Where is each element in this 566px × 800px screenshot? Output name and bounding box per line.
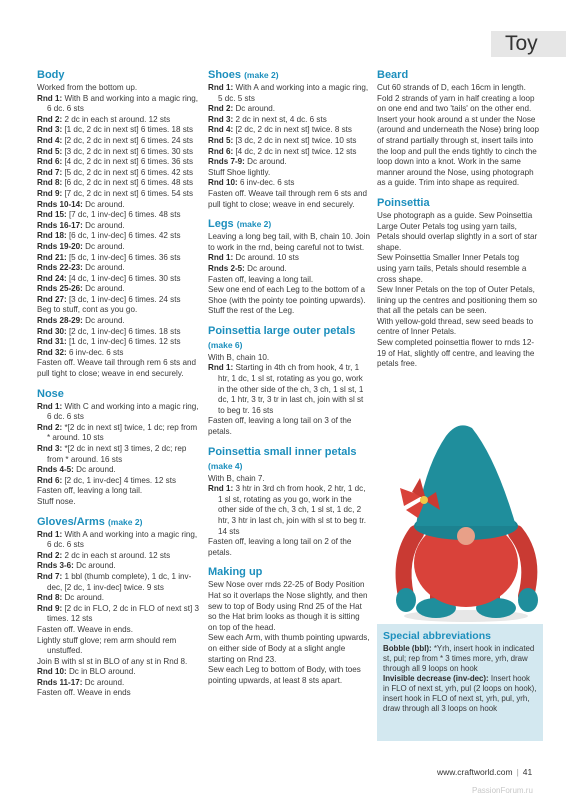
inner-petals-subtitle: (make 4)	[208, 460, 243, 471]
round-label: Rnds 7-9:	[208, 157, 245, 167]
watermark: PassionForum.ru	[472, 786, 533, 795]
instruction-line	[208, 474, 370, 485]
instruction-line	[37, 263, 202, 274]
instruction-line	[208, 484, 370, 537]
instruction-line	[37, 604, 202, 625]
round-label: Rnd 21:	[37, 252, 67, 262]
special-abbreviations-box	[377, 624, 543, 741]
instruction-text: [6 dc, 1 inv-dec] 6 times. 42 sts	[68, 231, 181, 241]
instruction-line	[37, 688, 202, 699]
round-label: Rnd 1:	[208, 363, 234, 373]
inner-petals-title: Poinsettia small inner petals	[208, 445, 357, 458]
round-label: Rnds 10-14:	[37, 199, 83, 209]
round-label: Rnd 24:	[37, 273, 67, 283]
instruction-line	[37, 210, 202, 221]
round-label: Rnd 3:	[37, 444, 63, 453]
body-instructions	[37, 83, 202, 380]
instruction-text: Dc around.	[85, 220, 125, 230]
round-label: Rnd 1:	[208, 83, 234, 92]
instruction-text: Lightly stuff glove; rem arm should rem unstuffed.	[37, 635, 177, 656]
instruction-text: Dc around.	[85, 263, 125, 273]
instruction-line	[37, 678, 202, 689]
instruction-text: Fasten off. Weave tail through rem 6 sts and pull tight to close; weave in end securely.	[208, 188, 367, 209]
left-glove	[396, 588, 416, 612]
round-label: Rnd 10:	[37, 667, 67, 677]
round-label: Rnds 3-6:	[37, 561, 74, 571]
round-label: Rnd 32:	[37, 347, 67, 357]
instruction-text: [5 dc, 1 inv-dec] 6 times. 36 sts	[68, 252, 181, 262]
instruction-line	[208, 353, 370, 364]
instruction-text: Fasten off. Weave in ends	[37, 688, 131, 698]
instruction-line	[37, 284, 202, 295]
legs-title: Legs	[208, 218, 234, 231]
outer-petals-instructions	[208, 353, 370, 438]
round-label: Rnd 1:	[37, 93, 63, 103]
abbrev-inv-dec	[383, 674, 537, 714]
footer-url[interactable]: www.craftworld.com	[437, 767, 513, 777]
nose	[457, 527, 475, 545]
instruction-line	[37, 83, 202, 94]
shoes-instructions	[208, 83, 370, 210]
instruction-line	[37, 444, 202, 465]
outer-petals-heading	[208, 324, 370, 352]
instruction-paragraph: Use photograph as a guide. Sew Poinsettia Large Outer Petals tog using yarn tails, Petals should overlap slightly in a sort of star shape.	[377, 210, 538, 252]
instruction-text: [4 dc, 1 inv-dec] 6 times. 30 sts	[68, 273, 181, 283]
instruction-text: [3 dc, 1 inv-dec] 6 times. 24 sts	[68, 294, 181, 304]
instruction-text: Sew one end of each Leg to the bottom of a Shoe (with the pointy toe pointing upwards). Stuff the rest of the Leg.	[208, 285, 366, 316]
instruction-text: With A and working into a magic ring, 6 dc. 6 sts	[47, 529, 198, 550]
round-label: Rnds 25-26:	[37, 284, 83, 294]
instruction-text: Join B with sl st in BLO of any st in Rnd 8.	[37, 656, 188, 666]
round-label: Rnd 6:	[37, 475, 63, 485]
instruction-text: Worked from the bottom up.	[37, 83, 138, 92]
instruction-text: Dc around.	[64, 593, 105, 603]
instruction-line	[208, 189, 370, 210]
instruction-line	[37, 189, 202, 200]
shoes-subtitle: (make 2)	[244, 70, 279, 80]
instruction-line	[208, 275, 370, 286]
gloves-subtitle: (make 2)	[107, 516, 143, 527]
instruction-text: Dc around.	[84, 677, 125, 687]
instruction-text: [3 dc, 2 dc in next st] twice. 10 sts	[235, 135, 357, 145]
gloves-instructions	[37, 530, 202, 700]
abbrev-inv-dec-definition: Insert hook in FLO of next st, yrh, pul (2 loops on hook), insert hook in FLO of next st, yrh, pul, yrh, draw through all 3 loops on hook	[383, 674, 537, 713]
instruction-line	[208, 232, 370, 253]
round-label: Rnds 22-23:	[37, 263, 83, 273]
round-label: Rnd 4:	[37, 135, 63, 145]
instruction-line	[208, 115, 370, 126]
round-label: Rnd 3:	[208, 114, 234, 124]
instruction-line	[208, 363, 370, 416]
instruction-text: Dc around.	[247, 157, 287, 167]
instruction-text: [2 dc, 1 inv-dec] 4 times. 12 sts	[64, 475, 176, 485]
instruction-line	[37, 551, 202, 562]
hat	[416, 425, 516, 526]
page-footer	[437, 767, 532, 777]
instruction-line	[37, 157, 202, 168]
instruction-text: Dc around.	[85, 284, 125, 294]
instruction-line	[37, 625, 202, 636]
instruction-line	[208, 537, 370, 558]
instruction-line	[37, 125, 202, 136]
instruction-line	[37, 636, 202, 657]
instruction-line	[208, 264, 370, 275]
instruction-text: [2 dc, 2 dc in next st] twice. 8 sts	[235, 125, 352, 135]
instruction-text: Sew Nose over rnds 22-25 of Body Position Hat so it overlaps the Nose slightly, and then sew to top of Body using Rnd 25 of the Hat so the Hat brim looks as though it is sitting on top of the head.	[208, 580, 368, 632]
section-tab	[491, 31, 566, 57]
instruction-text: [1 dc, 1 inv-dec] 6 times. 12 sts	[68, 337, 181, 347]
column-3	[377, 68, 540, 370]
round-label: Rnd 9:	[37, 603, 63, 613]
instruction-line	[208, 104, 370, 115]
round-label: Rnd 7:	[37, 167, 63, 177]
column-2	[208, 68, 370, 686]
round-label: Rnd 1:	[37, 401, 63, 411]
abbrev-bobble-definition: *Yrh, insert hook in indicated st, pul; rep from * 3 times more, yrh, draw through all 9 loops on hook	[383, 644, 535, 673]
instruction-line	[208, 168, 370, 179]
abbrev-inv-dec-term: Invisible decrease (inv-dec):	[383, 674, 489, 683]
instruction-line	[208, 633, 370, 665]
round-label: Rnds 2-5:	[208, 263, 245, 273]
instruction-text: Fasten off, leaving a long tail.	[208, 274, 314, 284]
instruction-line	[37, 402, 202, 423]
round-label: Rnd 8:	[37, 593, 63, 603]
instruction-line	[37, 242, 202, 253]
round-label: Rnds 28-29:	[37, 316, 83, 326]
abbrev-bobble-term: Bobble (bbl):	[383, 644, 432, 653]
instruction-line	[37, 572, 202, 593]
making-up-instructions	[208, 580, 370, 686]
instruction-text: Stuff Shoe lightly.	[208, 167, 271, 177]
instruction-line	[37, 423, 202, 444]
instruction-line	[37, 178, 202, 189]
round-label: Rnd 31:	[37, 337, 67, 347]
abbreviations-heading: Special abbreviations	[383, 630, 491, 642]
nose-instructions	[37, 402, 202, 508]
instruction-text: *[2 dc in next st] twice, 1 dc; rep from * around. 10 sts	[47, 422, 198, 443]
instruction-paragraph: Sew Poinsettia Smaller Inner Petals tog using yarn tails, Petals should resemble a cross shape.	[377, 253, 527, 284]
instruction-text: With C and working into a magic ring, 6 dc. 6 sts	[47, 401, 199, 422]
column-1	[37, 68, 202, 699]
shoes-heading	[208, 68, 370, 82]
section-tab-label: Toy	[505, 32, 538, 55]
instruction-line	[37, 316, 202, 327]
right-arm	[516, 533, 529, 596]
instruction-text: 6 inv-dec. 6 sts	[239, 178, 295, 188]
poinsettia-instructions	[377, 211, 540, 370]
instruction-text: [4 dc, 2 dc in next st] 6 times. 36 sts	[64, 157, 194, 167]
round-label: Rnd 5:	[37, 146, 63, 156]
round-label: Rnd 18:	[37, 231, 67, 241]
round-label: Rnd 8:	[37, 178, 63, 188]
outer-petals-subtitle: (make 6)	[208, 339, 243, 350]
instruction-line	[37, 136, 202, 147]
round-label: Rnd 4:	[208, 125, 234, 135]
instruction-line	[208, 665, 370, 686]
instruction-line	[37, 305, 202, 316]
instruction-text: Dc in BLO around.	[68, 667, 136, 677]
instruction-line	[37, 168, 202, 179]
instruction-text: [5 dc, 2 dc in next st] 6 times. 42 sts	[64, 167, 194, 177]
footer-separator: |	[516, 767, 519, 777]
round-label: Rnd 2:	[37, 114, 63, 124]
round-label: Rnds 11-17:	[37, 677, 83, 687]
instruction-text: [6 dc, 2 dc in next st] 6 times. 48 sts	[64, 178, 194, 188]
instruction-line	[37, 253, 202, 264]
instruction-text: Dc around.	[235, 104, 276, 114]
instruction-text: 3 htr in 3rd ch from hook, 2 htr, 1 dc, 1 sl st, rotating as you go, work in the other side of the ch, 3 ch, 1 sl st, 1 dc, 2 htr, 3 htr in last ch, join with sl st to beg tr. 14 sts	[218, 484, 367, 536]
instruction-text: [2 dc, 1 inv-dec] 6 times. 18 sts	[68, 326, 181, 336]
instruction-text: [7 dc, 1 inv-dec] 6 times. 48 sts	[68, 210, 181, 220]
instruction-line	[37, 348, 202, 359]
round-label: Rnd 30:	[37, 326, 67, 336]
round-label: Rnd 7:	[37, 571, 63, 581]
instruction-text: With B, chain 7.	[208, 473, 265, 483]
instruction-text: Fasten off, leaving a long tail on 2 of the petals.	[208, 537, 352, 557]
instruction-text: *[2 dc in next st] 3 times, 2 dc; rep from * around. 16 sts	[47, 444, 187, 464]
instruction-text: Fasten off. Weave in ends.	[37, 624, 133, 634]
instruction-text: With A and working into a magic ring, 5 dc. 5 sts	[218, 83, 369, 103]
instruction-text: [3 dc, 2 dc in next st] 6 times. 30 sts	[64, 146, 194, 156]
round-label: Rnd 15:	[37, 210, 67, 220]
instruction-text: Dc around. 10 sts	[235, 253, 299, 263]
instruction-text: Dc around.	[76, 561, 116, 571]
instruction-line	[37, 667, 202, 678]
round-label: Rnd 5:	[208, 135, 234, 145]
outer-petals-title: Poinsettia large outer petals	[208, 324, 356, 337]
instruction-line	[208, 253, 370, 264]
instruction-text: Dc around.	[85, 199, 125, 209]
instruction-text: 6 inv-dec. 6 sts	[68, 347, 124, 357]
instruction-text: 2 dc in next st, 4 dc. 6 sts	[235, 114, 327, 124]
instruction-text: Fasten off, leaving a long tail on 3 of the petals.	[208, 416, 352, 437]
instruction-line	[208, 157, 370, 168]
instruction-text: Leaving a long beg tail, with B, chain 10. Join to work in the rnd, being careful not to twist.	[208, 232, 370, 252]
round-label: Rnd 10:	[208, 178, 238, 188]
instruction-text: Sew each Arm, with thumb pointing upwards, on either side of Body at a slight angle starting on Rnd 23.	[208, 633, 370, 664]
instruction-line	[208, 178, 370, 189]
instruction-paragraph: With yellow-gold thread, sew seed beads to centre of Inner Petals.	[377, 316, 534, 337]
right-glove	[518, 588, 538, 612]
instruction-paragraph: Sew completed poinsettia flower to rnds 12-19 of Hat, slightly off centre, and leaving the petals free.	[377, 338, 535, 369]
instruction-line	[37, 327, 202, 338]
instruction-line	[208, 147, 370, 158]
instruction-text: Sew each Leg to bottom of Body, with toes pointing upwards, at least 8 sts apart.	[208, 665, 361, 685]
round-label: Rnd 1:	[208, 253, 234, 263]
instruction-text: 2 dc in each st around. 12 sts	[64, 550, 171, 560]
instruction-line	[37, 476, 202, 487]
making-up-heading: Making up	[208, 566, 263, 579]
instruction-line	[37, 657, 202, 668]
instruction-line	[37, 274, 202, 285]
instruction-text: [2 dc in FLO, 2 dc in FLO of next st] 3 times. 12 sts	[47, 603, 199, 624]
instruction-paragraph: Sew Inner Petals on the top of Outer Petals, lining up the centres and positioning them so that all the petals can be seen.	[377, 285, 538, 316]
body-heading: Body	[37, 69, 65, 81]
round-label: Rnd 2:	[37, 550, 63, 560]
instruction-text: With B and working into a magic ring, 6 dc. 6 sts	[47, 93, 199, 114]
round-label: Rnd 6:	[208, 146, 234, 156]
inner-petals-instructions	[208, 474, 370, 559]
instruction-text: Dc around.	[85, 241, 125, 251]
instruction-line	[37, 94, 202, 115]
instruction-line	[37, 221, 202, 232]
poinsettia-heading: Poinsettia	[377, 196, 430, 209]
inner-petals-heading	[208, 445, 370, 473]
instruction-line	[37, 358, 202, 379]
instruction-text: Starting in 4th ch from hook, 4 tr, 1 htr, 1 dc, 1 sl st, rotating as you go, work in the other side of the ch, 3 ch, 1 sl st, 1 dc, 1 htr, 3 tr, 3 tr in last ch, join with sl st to beg tr. 16 sts	[218, 363, 364, 415]
gnome-illustration	[386, 418, 552, 624]
instruction-line	[37, 231, 202, 242]
round-label: Rnd 2:	[37, 422, 63, 432]
nose-heading: Nose	[37, 387, 64, 400]
beard-heading: Beard	[377, 69, 409, 81]
instruction-line	[208, 125, 370, 136]
instruction-line	[37, 115, 202, 126]
round-label: Rnd 1:	[37, 529, 63, 539]
instruction-line	[37, 337, 202, 348]
instruction-text: Fasten off. Weave tail through rem 6 sts and pull tight to close; weave in end securely.	[37, 358, 196, 379]
instruction-text: Dc around.	[76, 465, 116, 475]
instruction-text: With B, chain 10.	[208, 352, 270, 362]
instruction-line	[37, 486, 202, 497]
beard-text: Cut 60 strands of D, each 16cm in length. Fold 2 strands of yarn in half creating a loop on one end and two 'tails' on the other end. Insert your hook around a st under the Nose (around and underneath the Nose) bring loop of strand partially through st, insert tails into the loop and pull the ends tightly to cinch the loop down into a knot. Work in the same manner around the Nose, using photograph as a guide. Trim into shape as required.	[377, 83, 539, 188]
instruction-line	[37, 497, 202, 508]
legs-heading	[208, 217, 370, 231]
instruction-line	[208, 83, 370, 104]
instruction-line	[208, 285, 370, 317]
round-label: Rnds 16-17:	[37, 220, 83, 230]
instruction-text: Stuff nose.	[37, 496, 76, 506]
shoes-title: Shoes	[208, 69, 242, 81]
instruction-line	[37, 147, 202, 158]
round-label: Rnd 2:	[208, 104, 234, 114]
page-number: 41	[522, 767, 533, 777]
abbrev-bobble	[383, 644, 537, 674]
round-label: Rnd 1:	[208, 484, 234, 494]
round-label: Rnds 4-5:	[37, 465, 74, 475]
instruction-text: [2 dc, 2 dc in next st] 6 times. 24 sts	[64, 135, 194, 145]
instruction-text: [1 dc, 2 dc in next st] 6 times. 18 sts	[64, 125, 194, 135]
instruction-text: Fasten off, leaving a long tail.	[37, 486, 143, 496]
instruction-line	[37, 530, 202, 551]
gnome-photo	[386, 418, 552, 624]
instruction-line	[37, 593, 202, 604]
instruction-line	[208, 136, 370, 147]
instruction-text: Dc around.	[85, 316, 125, 326]
instruction-line	[37, 561, 202, 572]
round-label: Rnd 27:	[37, 294, 67, 304]
instruction-text: Dc around.	[247, 263, 287, 273]
instruction-text: [4 dc, 2 dc in next st] twice. 12 sts	[235, 146, 357, 156]
round-label: Rnds 19-20:	[37, 241, 83, 251]
instruction-text: 2 dc in each st around. 12 sts	[64, 114, 171, 124]
instruction-text: Beg to stuff, cont as you go.	[37, 305, 138, 315]
instruction-line	[37, 200, 202, 211]
legs-instructions	[208, 232, 370, 317]
instruction-line	[37, 295, 202, 306]
round-label: Rnd 6:	[37, 157, 63, 167]
legs-subtitle: (make 2)	[236, 219, 272, 230]
gloves-heading	[37, 515, 202, 529]
instruction-line	[37, 465, 202, 476]
round-label: Rnd 9:	[37, 188, 63, 198]
instruction-line	[208, 416, 370, 437]
instruction-text: [7 dc, 2 dc in next st] 6 times. 54 sts	[64, 188, 194, 198]
gloves-title: Gloves/Arms	[37, 515, 105, 528]
instruction-text: 1 bbl (thumb complete), 1 dc, 1 inv-dec, [2 dc, 1 inv-dec] twice. 9 sts	[47, 571, 192, 592]
instruction-line	[208, 580, 370, 633]
round-label: Rnd 3:	[37, 125, 63, 135]
